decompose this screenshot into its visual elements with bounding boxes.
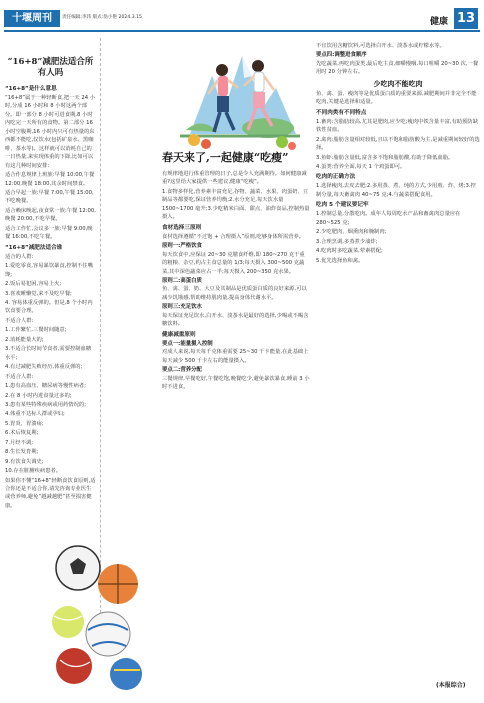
paragraph: 每天保证充足饮水,白开水、淡茶水是最好的选择,少喝或不喝含糖饮料。 (162, 312, 309, 328)
list-item: 3.不适合长时间节食者,需要控制血糖水平; (5, 346, 92, 361)
paragraph: 三餐规律,早餐吃好,午餐吃饱,晚餐吃少,避免暴饮暴食,睡前 3 小时不进食。 (162, 375, 310, 390)
paragraph: 适合早起一族:早餐 7:00,午餐 15:00,不吃晚餐。 (5, 189, 94, 205)
subheading: 健康减重原则 (162, 331, 196, 338)
list-item: 4.吃肉时多吃蔬菜,荤素搭配; (316, 248, 383, 255)
masthead: 十堰周刊 (4, 10, 60, 27)
hero-illustration (172, 36, 308, 156)
subheading: 食材选择三原则 (162, 224, 202, 231)
point-heading: 原则一:严格饮食 (162, 243, 202, 250)
list-item: 8.生长发育期; (5, 449, 39, 456)
list-item: 9.有饮食失调史; (5, 458, 44, 465)
point-heading: 要点二:营养分配 (162, 367, 202, 374)
header-rule (4, 30, 480, 32)
article-title: “16+8”减肥法适合所有人吗 (7, 57, 94, 78)
paragraph: 如果你不懂“16+8”轻断食饮食原则,适合你还是不适合你,请先咨询专业医生或营养师,避免“越减越肥”甚至损害健康。 (5, 477, 96, 509)
paragraph: 3.鱼虾:脂肪含量低,富含多不饱和脂肪酸,有助于降低血脂。 (316, 154, 454, 161)
list-item: 1.控制总量,分散吃肉。成年人每周吃水产品和畜禽肉总量应在 280~525 克; (316, 211, 461, 226)
list-item: 4. 容易体重反弹的。但是,8 个小时内饮食要合理。 (5, 299, 93, 315)
subheading: “16+8”是什么意思 (5, 86, 57, 92)
paragraph: 适合作息规律上班族:早餐 10:00,午餐 12:00,晚餐 18:00,其余时间禁食。 (5, 172, 95, 187)
list-item: 3.合理烹调,多蒸煮少油炸; (316, 238, 378, 245)
point-heading: 要点四:调整进食顺序 (316, 52, 367, 59)
section-name: 健康 (430, 17, 449, 27)
paragraph: 1.选择瘦肉,去皮去肥;2.多用蒸、煮、炖的方式,少用煎、炸、烤;3.控制分量,每天畜禽肉 40~75 克;4.与蔬菜搭配食用。 (316, 183, 476, 198)
source-note: (本报综合) (436, 682, 466, 689)
page-header (0, 0, 484, 34)
point-heading: 原则三:充足饮水 (162, 304, 202, 311)
point-heading: 原则二:高蛋白质 (162, 277, 202, 284)
subheading: 吃肉的正确方法 (316, 174, 356, 181)
list-item: 2.饭后易犯困,容易上火; (5, 281, 62, 288)
paragraph: 对成人来说,每天每千克体重需要 25~30 千卡能量,在此基础上每天减少 500 千卡左右的能量摄入。 (162, 349, 309, 364)
list-item: 1.工作繁忙,三餐时间随意; (5, 327, 67, 334)
list-item: 3.患有某些特殊疾病或用药情况的; (5, 401, 86, 408)
list-item: 4.体重不达标人群或孕妇; (5, 411, 65, 418)
main-title: 春天来了,一起健康“吃瘦” (162, 151, 289, 164)
sports-balls-illustration (44, 538, 154, 694)
subheading: 不同肉类有不同特点 (316, 109, 367, 116)
list-item: 10.存在脏腑疾病患者。 (5, 468, 62, 475)
paragraph: 4.蛋类:营养全面,每天 1 个鸡蛋即可。 (316, 163, 406, 170)
section-heading: 少吃肉不能吃肉 (373, 79, 423, 88)
paragraph: 食材选择遵循“不过饱 + 合理摄入”原则,吃够身体所需营养。 (162, 233, 305, 240)
paragraph: 不宜饮用含糖饮料,可选择白开水、淡茶水或柠檬水等。 (316, 43, 445, 49)
list-item: 2.少吃肥肉、烟熏肉和腌制肉; (316, 229, 387, 236)
list-item: 3.喜欢睡懒觉,来不及吃早餐; (5, 290, 72, 297)
paragraph: 每天饮食中,应保证 20~30 克膳食纤维,即 180~270 克干重的粗粮、杂豆,约占主食总量的 1/3;每天摄入 300~500 克蔬菜,其中深色蔬菜应占一半;每天摄入 200~350 克水果。 (162, 251, 305, 275)
main-article (162, 170, 310, 700)
paragraph: 不适合人群: (5, 317, 34, 324)
list-item: 7.月经不调; (5, 439, 34, 446)
paragraph: “16+8”属于一种轻断食,把一天 24 小时,分成 16 小时和 8 小时这两个部分。即一部分 8 小时可进食期,8 小时内吃完一天所有的食物。第二部分 16 小时空腹期,16 小时内只可有热量的东西都不能吃,仅饮水(包括矿泉水、黑咖啡、茶水等)。这样就可以消耗自己的一日热量,来实现体重的下降,比如可以有这几种时间安排: (5, 95, 96, 169)
list-item: 5.优先选择鱼和禽。 (316, 257, 364, 264)
point-heading: 要点一:能量摄入控制 (162, 340, 213, 347)
subheading: 吃肉 5 个建议要记牢 (316, 202, 369, 209)
paragraph: 不适合人群: (5, 373, 34, 380)
list-item: 5.胃炎、胃溃疡; (5, 420, 44, 427)
paragraph: 适合的人群: (5, 253, 34, 260)
list-item: 4.有过减肥失败经历,体重反弹的; (5, 364, 83, 371)
paragraph: 先吃蔬菜,再吃肉蛋类,最后吃主食,细嚼慢咽,每口咀嚼 20~30 次,一餐用时 20 分钟左右。 (316, 60, 479, 76)
list-item: 1.爱吃零食,容易暴饮暴食,控制不住嘴馋; (5, 263, 93, 278)
paragraph: 鱼、禽、蛋、瘦肉等是优质蛋白质的重要来源,减肥期间并非完全不能吃肉,关键是选择和适量。 (316, 90, 477, 106)
right-article (316, 42, 480, 627)
page-number: 13 (454, 8, 478, 29)
list-item: 1.患有高血压、糖尿病等慢性病者; (5, 383, 86, 390)
editor-credits: 责任编辑:李玮 版式:翁小艳 2024.3.15 (62, 15, 142, 20)
paragraph: 1.食物多样化,营养素丰富充足,谷物、蔬菜、水果、肉蛋奶、豆制品等都要吃,保证营养均衡;2.水分充足,每天饮水量 1500~1700 毫升;3.少吃精米白面、甜点、油炸食品,控制热量摄入。 (162, 188, 310, 221)
paragraph: 适合工作忙,会议多一族:早餐 9:00,晚餐 16:00,不吃午餐。 (5, 225, 93, 241)
paragraph: 有规律地进行体重管理的日子,总是令人充满期待。如何健康减重?这里给大家提供一些建议,健康“吃瘦”。 (162, 171, 307, 186)
list-item: 2.消耗能量大的; (5, 336, 44, 343)
list-item: 6.术后恢复期; (5, 430, 39, 437)
paragraph: 1.畜肉:含脂肪较高,尤其是肥肉,应少吃;瘦肉中铁含量丰富,有助预防缺铁性贫血。 (316, 118, 478, 134)
paragraph: 适合赖床晚起,夜食常一族:午餐 12:00,晚餐 20:00,不吃早餐。 (5, 207, 96, 223)
paragraph: 鱼、禽、蛋、奶、大豆及其制品是优质蛋白质的良好来源,可以减少饥饿感,帮助维持肌肉量,提高身体代谢水平。 (162, 286, 307, 301)
list-item: 2.在 8 小时内进食量过多的; (5, 392, 72, 399)
subheading: “16+8”减肥法适合谁 (5, 244, 63, 251)
paragraph: 2.禽肉:脂肪含量相对较低,且以不饱和脂肪酸为主,是减重期间较好的选择。 (316, 136, 480, 152)
